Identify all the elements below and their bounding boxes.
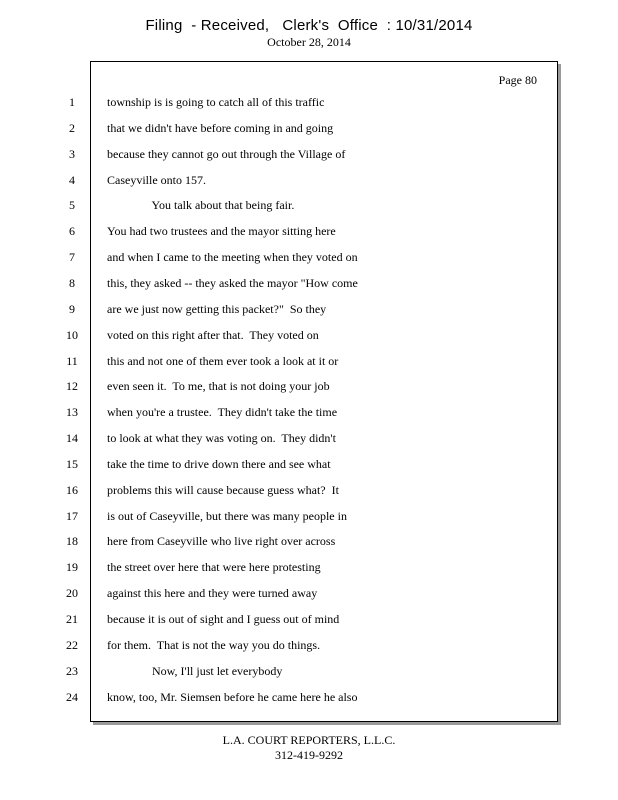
line-number: 24 bbox=[66, 690, 78, 704]
line-number: 2 bbox=[69, 121, 75, 135]
transcript-line: are we just now getting this packet?" So they bbox=[107, 302, 327, 316]
line-number: 7 bbox=[69, 250, 75, 264]
transcript-line: You had two trustees and the mayor sitting here bbox=[107, 224, 336, 238]
transcript-line: against this here and they were turned away bbox=[107, 586, 318, 600]
line-number: 22 bbox=[66, 638, 78, 652]
transcript-line: because they cannot go out through the Village of bbox=[107, 147, 346, 161]
transcript-line: that we didn't have before coming in and going bbox=[107, 121, 334, 135]
transcript-date: October 28, 2014 bbox=[267, 35, 351, 49]
transcript-line: know, too, Mr. Siemsen before he came here he also bbox=[107, 690, 358, 704]
court-reporter-name: L.A. COURT REPORTERS, L.L.C. bbox=[222, 733, 396, 747]
transcript-line: for them. That is not the way you do things. bbox=[107, 638, 321, 652]
line-number: 12 bbox=[66, 379, 78, 393]
line-number: 18 bbox=[66, 534, 78, 548]
line-number: 1 bbox=[69, 95, 75, 109]
line-number: 23 bbox=[66, 664, 78, 678]
line-number: 15 bbox=[66, 457, 78, 471]
line-number: 5 bbox=[69, 198, 75, 212]
line-number: 9 bbox=[69, 302, 75, 316]
transcript-line: the street over here that were here protesting bbox=[107, 560, 321, 574]
line-number: 6 bbox=[69, 224, 75, 238]
line-number: 13 bbox=[66, 405, 78, 419]
transcript-line: voted on this right after that. They voted on bbox=[107, 328, 319, 342]
line-number: 16 bbox=[66, 483, 78, 497]
court-reporter-phone: 312-419-9292 bbox=[275, 748, 343, 762]
filing-stamp: Filing - Received, Clerk's Office : 10/31/2014 bbox=[145, 17, 473, 34]
transcript-line: and when I came to the meeting when they voted on bbox=[107, 250, 358, 264]
transcript-line: to look at what they was voting on. They didn't bbox=[107, 431, 336, 445]
transcript-line: when you're a trustee. They didn't take the time bbox=[107, 405, 338, 419]
transcript-line: problems this will cause because guess what? It bbox=[107, 483, 339, 497]
line-number: 10 bbox=[66, 328, 78, 342]
line-number: 14 bbox=[66, 431, 78, 445]
transcript-line: even seen it. To me, that is not doing your job bbox=[107, 379, 330, 393]
transcript-line: here from Caseyville who live right over across bbox=[107, 534, 336, 548]
transcript-line: this, they asked -- they asked the mayor "How come bbox=[107, 276, 358, 290]
transcript-line: this and not one of them ever took a look at it or bbox=[107, 354, 339, 368]
line-number: 20 bbox=[66, 586, 78, 600]
transcript-line: You talk about that being fair. bbox=[107, 198, 295, 212]
page-number: Page 80 bbox=[498, 73, 537, 87]
line-number: 4 bbox=[69, 173, 75, 187]
transcript-line: Caseyville onto 157. bbox=[107, 173, 206, 187]
transcript-line: is out of Caseyville, but there was many people in bbox=[107, 509, 347, 523]
line-number: 19 bbox=[66, 560, 78, 574]
line-number: 21 bbox=[66, 612, 78, 626]
transcript-line: Now, I'll just let everybody bbox=[107, 664, 283, 678]
transcript-line: township is is going to catch all of this traffic bbox=[107, 95, 325, 109]
line-number: 17 bbox=[66, 509, 78, 523]
line-number: 8 bbox=[69, 276, 75, 290]
line-number: 3 bbox=[69, 147, 75, 161]
transcript-line: take the time to drive down there and see what bbox=[107, 457, 331, 471]
line-number: 11 bbox=[66, 354, 78, 368]
transcript-line: because it is out of sight and I guess out of mind bbox=[107, 612, 340, 626]
